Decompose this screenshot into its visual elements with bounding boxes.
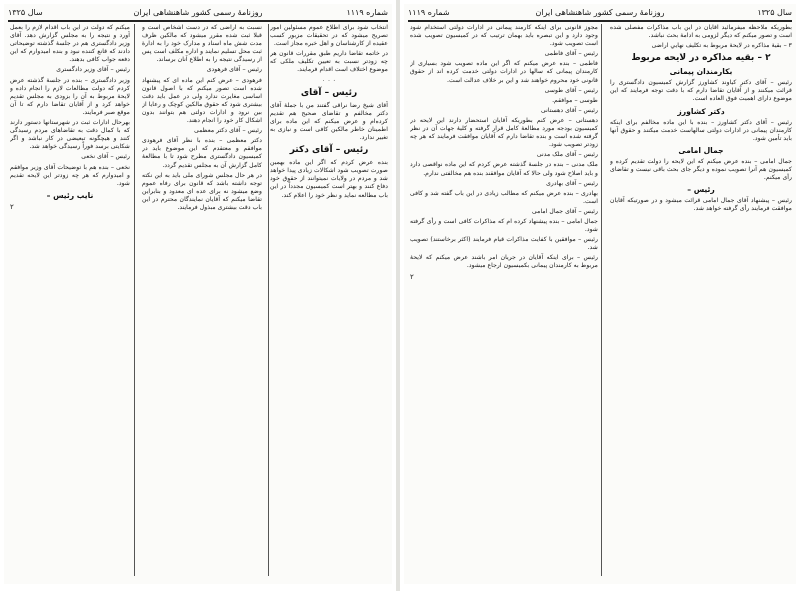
left-page	[4, 4, 392, 584]
paragraph: دهستانی – عرض کنم بطوریکه آقایان استحضار دارند این لایحه در کمیسیون بودجه مورد مطالعهٔ کامل قرار گرفته و کلیهٔ جهات آن در نظر گرفته شده است و بنده تقاضا دارم که آقایان موافقت فرمایند که هر چه زودتر تصویب شود.	[410, 116, 598, 149]
left-header-left: سال ۱۳۲۵	[8, 8, 43, 17]
paragraph: بنده عرض کردم که اگر این ماده بهمین صورت تصویب شود اشکالات زیادی پیدا خواهد شد و مردم در ولایات نمیتوانند از حقوق خود دفاع کنند و بهتر است کمیسیون مجدداً در این باب مطالعه نماید و نظر خود را اعلام کند.	[270, 159, 388, 199]
speaker-line: رئیس – آقای فرهودی	[206, 66, 262, 74]
paragraph: طوسی – موافقم.	[552, 96, 598, 104]
speaker-line: رئیس – آقای دهستانی	[540, 106, 598, 114]
paragraph: رئیس – آقای دکتر کشاورز – بنده با این ماده مخالفم برای اینکه کارمندان پیمانی در ادارات دولتی سالهاست خدمت میکنند و حقوق آنها باید تأمین شود.	[610, 118, 792, 142]
right-col-2	[410, 24, 598, 578]
section-heading: رئیس – آقای	[300, 87, 358, 98]
paragraph: ۳ – بقیهٔ مذاکره در لایحهٔ مربوط به تکلیف نهاییِ اراضی	[651, 42, 792, 50]
page-marker: ۲	[410, 272, 414, 281]
paragraph: جمال امامی – بنده عرض میکنم که این لایحه را دولت تقدیم کرده و کمیسیون هم آنرا تصویب نموده و دیگر جای بحث باقی نیست و تقاضای رأی میکنم.	[610, 157, 792, 182]
paragraph: رئیس – پیشنهاد آقای جمال امامی قرائت میشود و در صورتیکه آقایان موافقت فرمایند رأی گرفته خواهد شد.	[610, 197, 792, 213]
left-col-2	[142, 24, 262, 578]
paragraph: بهادری – بنده عرض میکنم که مطالب زیادی در این باب گفته شد و کافی است.	[410, 189, 598, 205]
section-heading: رئیس – آقای دکتر	[289, 145, 369, 156]
paragraph: رئیس – برای اینکه آقایان در جریان امر باشند عرض میکنم که لایحهٔ مربوط به کارمندان پیمانی بکمیسیون ارجاع میشود.	[410, 254, 598, 270]
paragraph: در خاتمه تقاضا داریم طبق مقررات قانون هر چه زودتر نسبت به تعیین تکلیف ملکی که موضوع اختلاف است اقدام فرمایند.	[270, 50, 388, 74]
speaker-line: رئیس – آقای نخعی	[81, 153, 130, 161]
page-marker: ۲	[10, 202, 14, 211]
paragraph: رئیس – آقای دکتر کیاوند کشاورز گزارش کمیسیون دادگستری را قرائت میکنند و از آقایان تقاضا دارم که با دقت توجه فرمایند که این موضوع دارای اهمیت فوق العاده است.	[610, 79, 792, 103]
paragraph: رئیس – موافقین با کفایت مذاکرات قیام فرمایند (اکثر برخاستند) تصویب شد.	[410, 236, 598, 252]
right-header-title: روزنامهٔ رسمی کشور شاهنشاهی ایران	[535, 8, 665, 17]
section-heading: نایب رئیس –	[46, 190, 94, 200]
paragraph: جمال امامی – بنده پیشنهاد کرده ام که مذاکرات کافی است و رأی گرفته شود.	[410, 217, 598, 234]
right-col-1	[610, 24, 792, 578]
speaker-line: رئیس – آقای وزیر دادگستری	[56, 66, 130, 74]
paragraph: فرهودی – عرض کنم این ماده ای که پیشنهاد شده است تصور میکنم که با اصول قانون اساسی مغایرت ندارد ولی در عمل باید دقت بیشتری شود که حقوق مالکین کوچک و رعایا از بین نرود و ادارات دولتی هم بتوانند بدون اشکال کار خود را انجام دهند.	[142, 76, 262, 125]
left-col-3	[10, 24, 130, 578]
speaker-line: رئیس – آقای جمال امامی	[531, 207, 598, 215]
speaker-line: رئیس – آقای دکتر معظمی	[194, 127, 262, 135]
paragraph: نخعی – بنده هم با توضیحات آقای وزیر موافقم و امیدوارم که هر چه زودتر این لایحه تقدیم شود.	[10, 163, 130, 187]
left-col-1	[270, 24, 388, 578]
paragraph: نسبت به اراضی که در دست اشخاص است و قبلا ثبت شده مقرر میشود که مالکین ظرف مدت شش ماه اسناد و مدارک خود را به ادارهٔ ثبت محل تسلیم نمایند و اداره مکلف است پس از رسیدگی نتیجه را به اطلاع آنان برساند.	[142, 24, 262, 64]
section-heading: رئیس –	[687, 185, 715, 195]
page-gutter	[396, 0, 400, 591]
section-heading: ۲ – بقیه مذاکره در لایحه مربوط	[631, 53, 771, 64]
column-rule	[268, 24, 269, 576]
speaker-line: رئیس – آقای بهادری	[546, 179, 598, 187]
column-rule	[601, 24, 602, 576]
right-header-left: شماره ۱۱۱۹	[408, 8, 450, 17]
speaker-line: رئیس – آقای طوسی	[544, 86, 598, 94]
left-header-right: شماره ۱۱۱۹	[346, 8, 388, 17]
right-header-right: سال ۱۳۲۵	[757, 8, 792, 17]
paragraph: وزیر دادگستری – بنده در جلسهٔ گذشته عرض کردم که دولت مطالعات لازم را انجام داده و لایحهٔ مربوط به آن را بزودی به مجلس تقدیم خواهد کرد و از آقایان تقاضا دارم که تا آن موقع صبر فرمایند.	[10, 76, 130, 116]
right-page	[404, 4, 796, 584]
right-page-header	[408, 6, 792, 22]
column-rule	[134, 24, 135, 576]
paragraph: ملک مدنی – بنده در جلسهٔ گذشته عرض کردم که این ماده نواقصی دارد و باید اصلاح شود ولی حالا که آقایان موافقند بنده هم مخالفتی ندارم.	[410, 161, 598, 177]
left-page-header	[8, 6, 388, 22]
paragraph: بهرحال ادارات ثبت در شهرستانها دستور دارند که با کمال دقت به تقاضاهای مردم رسیدگی کنند و هیچگونه تبعیضی در کار نباشد و اگر شکایتی برسد فوراً رسیدگی خواهد شد.	[10, 119, 130, 151]
paragraph: آقای شیخ رضا نراقی گفتند من با جملهٔ آقای دکتر مخالفم و تقاضای صحیح هم تقدیم کرده‌ام و عرض میکنم که این ماده برای اطمینان خاطر مالکین کافی است و نیازی به تغییر ندارد.	[270, 101, 388, 142]
paragraph: انتخاب شود برای اطلاع عموم مسئولین امور تصریح میشود که در تحقیقات مزبور کسب عقیده از کارشناسان و اهل خبره مجاز است.	[270, 24, 388, 48]
paragraph: بطوریکه ملاحظه میفرمائید آقایان در این باب مذاکرات مفصلی شده است و تصور میکنم که دیگر لزومی به ادامهٔ بحث نباشد.	[610, 24, 792, 40]
paragraph: میکنم که دولت در این باب اقدام لازم را بعمل آورد و نتیجه را به مجلس گزارش دهد. آقای وزیر دادگستری هم در جلسهٔ گذشته توضیحاتی دادند که قانع کننده نبود و بنده امیدوارم که این دفعه جواب کافی بدهند.	[10, 24, 130, 64]
section-heading: دکتر کشاورز	[677, 106, 725, 116]
speaker-line: رئیس – آقای فاطمی	[544, 50, 598, 58]
separator: ۰ ۰ ۰	[322, 76, 336, 84]
left-header-title: روزنامهٔ رسمی کشور شاهنشاهی ایران	[133, 8, 263, 17]
paragraph: در هر حال مجلس شورای ملی باید به این نکته توجه داشته باشد که قانون برای رفاه عموم وضع میشود نه برای عده ای معدود و بنابراین تقاضا میکنم که آقایان نمایندگان محترم در این باب دقت بیشتری مبذول فرمایند.	[142, 171, 262, 211]
paragraph: فاطمی – بنده عرض میکنم که اگر این ماده تصویب شود بسیاری از کارمندان پیمانی که سالها در ادارات دولتی خدمت کرده اند از حقوق قانونی خود محروم خواهند شد و این بر خلاف عدالت است.	[410, 60, 598, 84]
section-heading: جمال امامی	[678, 145, 724, 155]
speaker-line: رئیس – آقای ملک مدنی	[536, 151, 598, 159]
section-subheading: بکارمندان پیمانی	[669, 67, 733, 77]
paragraph: دکتر معظمی – بنده با نظر آقای فرهودی موافقم و معتقدم که این موضوع باید در کمیسیون دادگستری مطرح شود تا با مطالعهٔ کامل گزارش آن به مجلس تقدیم گردد.	[142, 137, 262, 169]
paragraph: مجوز قانونی برای اینکه کارمند پیمانی در ادارات دولتی استخدام شود وجود دارد و این تبصره باید بهمان ترتیب که در کمیسیون تصویب شده است تصویب شود.	[410, 24, 598, 48]
